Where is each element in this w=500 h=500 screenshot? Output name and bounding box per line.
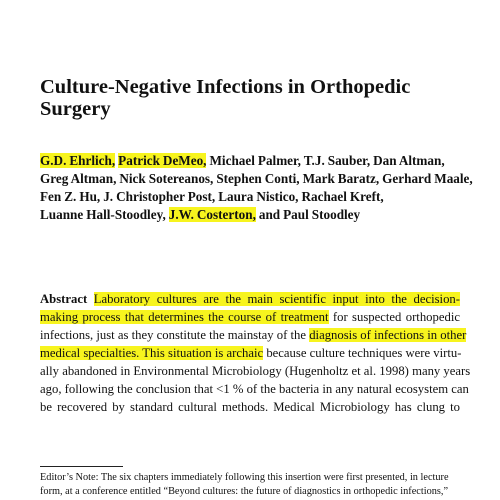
author-text: and Paul Stoodley: [255, 207, 361, 222]
abstract-highlight: Laboratory cultures are the main scientific input into the decision-: [93, 292, 460, 306]
author-highlighted: Patrick DeMeo,: [118, 153, 207, 168]
author-list: [40, 152, 473, 224]
abstract-line-2: [40, 308, 460, 326]
abstract-line-4: [40, 344, 460, 362]
author-line-2: Greg Altman, Nick Sotereanos, Stephen Conti, Mark Baratz, Gerhard Maale,: [40, 171, 473, 186]
abstract: [40, 290, 471, 416]
abstract-line-1: [40, 290, 460, 308]
abstract-highlight: diagnosis of infections in other: [309, 328, 467, 342]
author-text: Luanne Hall-Stoodley,: [40, 207, 169, 222]
title-line-2: Surgery: [40, 98, 111, 120]
footnote-line-1: Editor’s Note: The six chapters immediately following this insertion were first presented, in lecture: [40, 472, 449, 483]
abstract-highlight: medical specialties. This situation is archaic: [40, 346, 264, 360]
author-line-3: Fen Z. Hu, J. Christopher Post, Laura Nistico, Rachael Kreft,: [40, 189, 384, 204]
abstract-text: infections, just as they constitute the mainstay of the: [40, 328, 310, 342]
abstract-text: because culture techniques were virtu-: [263, 346, 462, 360]
footnote-rule: [40, 466, 123, 467]
author-highlighted: G.D. Ehrlich,: [40, 153, 116, 168]
editors-note-footnote: [40, 471, 470, 499]
abstract-line-7: be recovered by standard cultural methods. Medical Microbiology has clung to: [40, 400, 460, 414]
author-highlighted: J.W. Costerton,: [168, 207, 256, 222]
abstract-line-5: ally abandoned in Environmental Microbiology (Hugenholtz et al. 1998) many years: [40, 364, 471, 378]
abstract-line-6: ago, following the conclusion that <1 % of the bacteria in any natural ecosystem can: [40, 382, 469, 396]
author-text: Michael Palmer, T.J. Sauber, Dan Altman,: [206, 153, 445, 168]
author-line-4: [40, 206, 470, 224]
author-line-1: [40, 152, 470, 170]
paper-title: [40, 76, 460, 120]
footnote-line-2: form, at a conference entitled “Beyond cultures: the future of diagnostics in orthopedic infections,”: [40, 486, 449, 497]
abstract-label: Abstract: [40, 292, 88, 306]
abstract-line-3: [40, 326, 467, 344]
abstract-text: for suspected orthopedic: [328, 310, 460, 324]
abstract-highlight: making process that determines the course of treatment: [40, 310, 329, 324]
title-line-1: Culture-Negative Infections in Orthopedic: [40, 76, 411, 98]
